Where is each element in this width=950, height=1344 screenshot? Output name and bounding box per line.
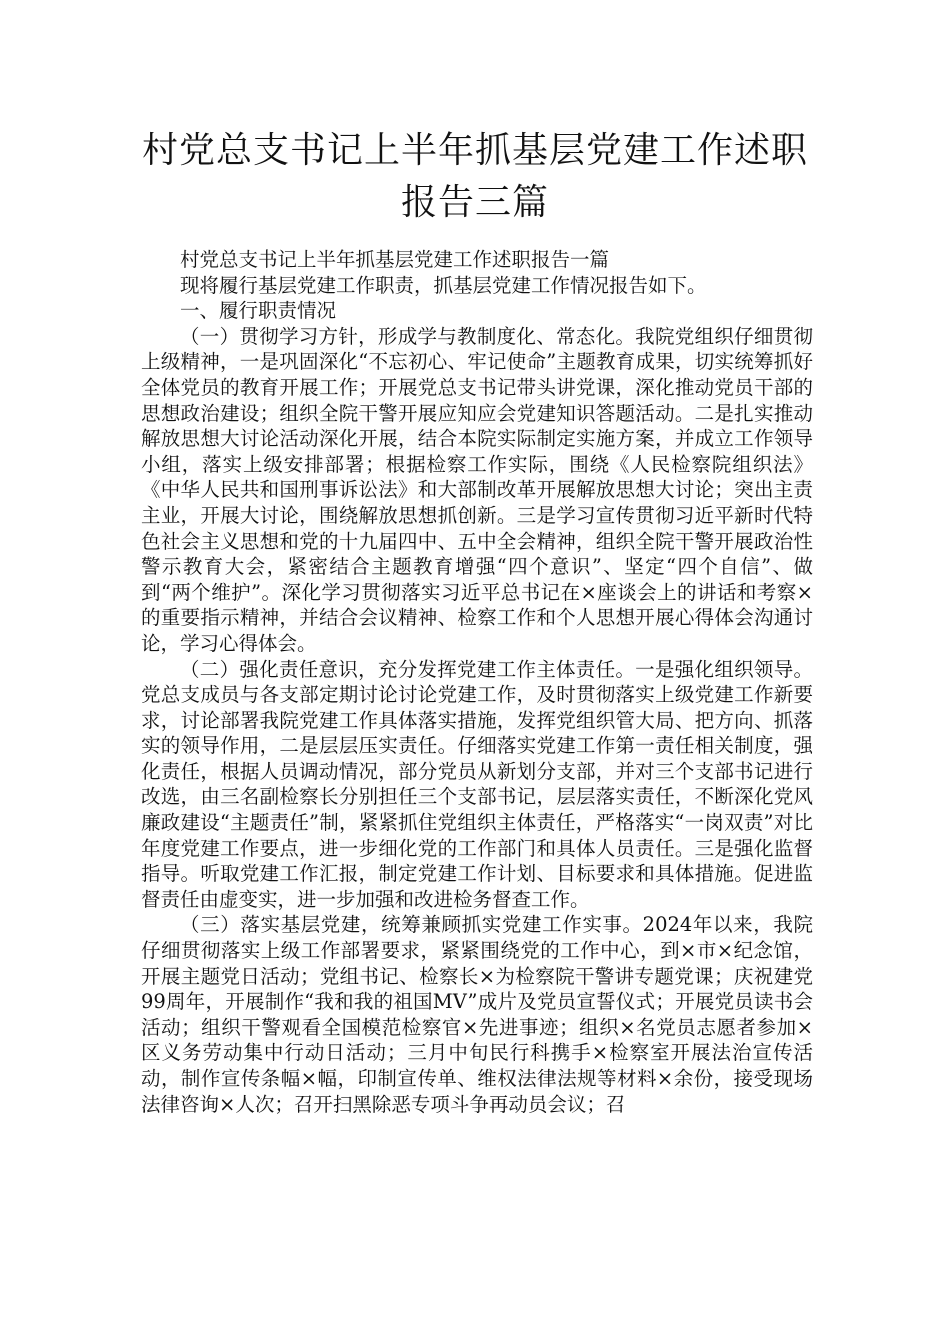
document-title-line-1: 村党总支书记上半年抓基层党建工作述职 <box>141 130 808 171</box>
body-paragraph: （一）贯彻学习方针，形成学与教制度化、常态化。我院党组织仔细贯彻上级精神，一是巩固深化“不忘初心、牢记使命”主题教育成果，切实统筹抓好全体党员的教育开展工作；开展党总支书记带头讲党课，深化推动党员干部的思想政治建设；组织全院干警开展应知应会党建知识答题活动。二是扎实推动解放思想大讨论活动深化开展，结合本院实际制定实施方案，并成立工作领导小组，落实上级安排部署；根据检察工作实际，围绕《人民检察院组织法》《中华人民共和国刑事诉讼法》和大部制改革开展解放思想大讨论；突出主责主业，开展大讨论，围绕解放思想抓创新。三是学习宣传贯彻习近平新时代特色社会主义思想和党的十九届四中、五中全会精神，组织全院干警开展政治性警示教育大会，紧密结合主题教育增强“四个意识”、坚定“四个自信”、做到“两个维护”。深化学习贯彻落实习近平总书记在×座谈会上的讲话和考察×的重要指示精神，并结合会议精神、检察工作和个人思想开展心得体会沟通讨论，学习心得体会。 <box>141 324 813 655</box>
intro-paragraph: 现将履行基层党建工作职责，抓基层党建工作情况报告如下。 <box>180 273 707 297</box>
document-title-line-2: 报告三篇 <box>400 182 549 223</box>
subtitle-paragraph: 村党总支书记上半年抓基层党建工作述职报告一篇 <box>180 248 610 271</box>
document-body <box>141 247 813 1117</box>
body-paragraph: （三）落实基层党建，统筹兼顾抓实党建工作实事。2024年以来，我院仔细贯彻落实上级工作部署要求，紧紧围绕党的工作中心，到×市×纪念馆，开展主题党日活动；党组书记、检察长×为检察院干警讲专题党课；庆祝建党99周年，开展制作“我和我的祖国MV”成片及党员宣誓仪式；开展党员读书会活动；组织干警观看全国模范检察官×先进事迹；组织×名党员志愿者参加×区义务劳动集中行动日活动；三月中旬民行科携手×检察室开展法治宣传活动，制作宣传条幅×幅，印制宣传单、维权法律法规等材料×余份，接受现场法律咨询×人次；召开扫黑除恶专项斗争再动员会议；召 <box>141 913 813 1116</box>
section-heading: 一、履行职责情况 <box>180 299 337 323</box>
body-paragraph: （二）强化责任意识，充分发挥党建工作主体责任。一是强化组织领导。党总支成员与各支部定期讨论讨论党建工作，及时贯彻落实上级党建工作新要求，讨论部署我院党建工作具体落实措施，发挥党组织管大局、把方向、抓落实的领导作用，二是层层压实责任。仔细落实党建工作第一责任相关制度，强化责任，根据人员调动情况，部分党员从新划分支部，并对三个支部书记进行改选，由三名副检察长分别担任三个支部书记，层层落实责任，不断深化党风廉政建设“主题责任”制，紧紧抓住党组织主体责任，严格落实“一岗双责”对比年度党建工作要点，进一步细化党的工作部门和具体人员责任。三是强化监督指导。听取党建工作汇报，制定党建工作计划、目标要求和具体措施。促进监督责任由虚变实，进一步加强和改进检务督查工作。 <box>141 657 813 911</box>
